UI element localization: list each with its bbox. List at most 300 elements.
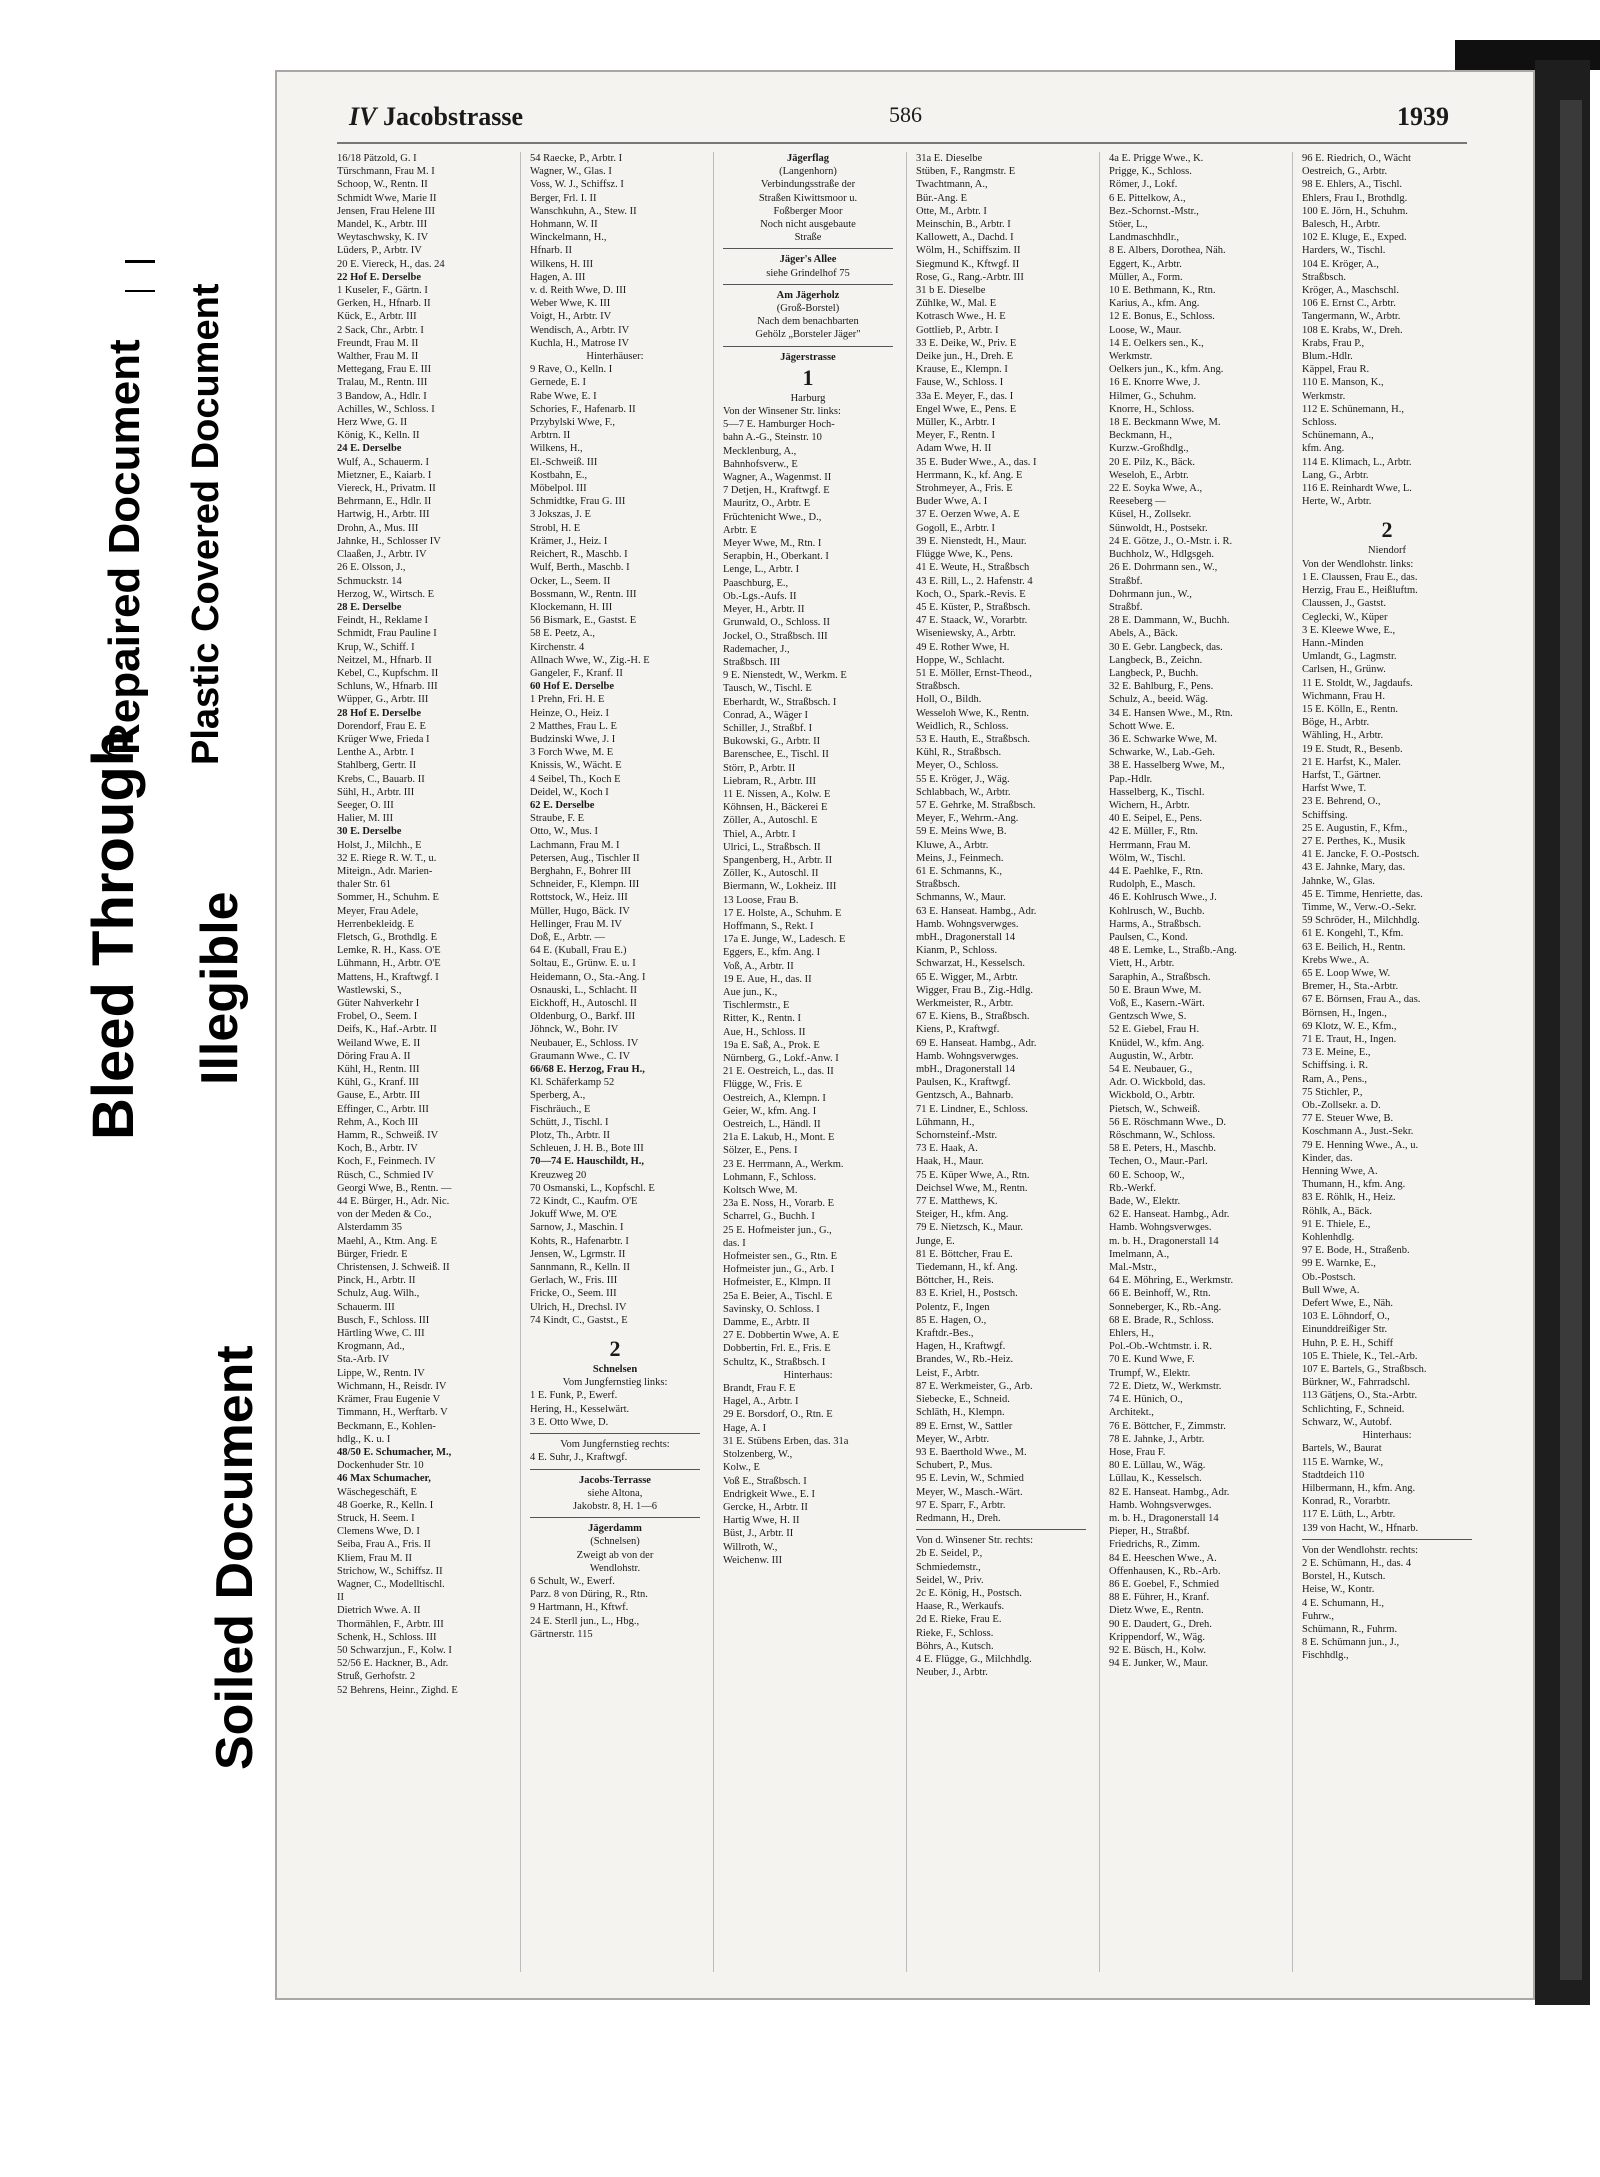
directory-entry: Flügge Wwe, K., Pens.: [916, 549, 1013, 561]
directory-entry: Bade, W., Elektr.: [1109, 1196, 1181, 1208]
spacer: [1302, 508, 1472, 516]
directory-entry: Ob.-Zollsekr. a. D.: [1302, 1100, 1381, 1112]
directory-entry: Meyer, W., Masch.-Wärt.: [916, 1486, 1023, 1498]
street-name: Jacobstrasse: [382, 102, 524, 131]
directory-entry: 89 E. Ernst, W., Sattler: [916, 1420, 1013, 1432]
directory-entry: 20 E. Pilz, K., Bäck.: [1109, 456, 1196, 468]
directory-entry: Thumann, H., kfm. Ang.: [1302, 1179, 1406, 1191]
directory-entry: 8 E. Schümann jun., J.,: [1302, 1637, 1400, 1649]
directory-entry: Claaßen, J., Arbtr. IV: [337, 549, 427, 561]
directory-entry: Straßbsch.: [916, 879, 961, 891]
directory-entry: Balesch, H., Arbtr.: [1302, 219, 1381, 231]
directory-entry: Bull Wwe, A.: [1302, 1284, 1360, 1296]
directory-entry: 48 E. Lemke, L., Straßb.-Ang.: [1109, 945, 1237, 957]
directory-entry: Henning Wwe, A.: [1302, 1166, 1378, 1178]
directory-entry: Saraphin, A., Straßbsch.: [1109, 971, 1211, 983]
directory-entry: 45 E. Timme, Henriette, das.: [1302, 888, 1423, 900]
directory-entry: 26 E. Olsson, J.,: [337, 562, 406, 574]
directory-entry: 94 E. Junker, W., Maur.: [1109, 1658, 1209, 1670]
directory-entry: El.-Schweiß. III: [530, 456, 598, 468]
directory-entry: Frobel, O., Seem. I: [337, 1011, 418, 1023]
directory-entry: Werkmstr.: [1109, 351, 1153, 363]
directory-entry: König, K., Kelln. II: [337, 430, 420, 442]
directory-entry: Kostbahn, E.,: [530, 469, 588, 481]
directory-entry: Fischhdlg.,: [1302, 1650, 1349, 1662]
directory-entry: 11 E. Stoldt, W., Jagdaufs.: [1302, 677, 1413, 689]
directory-entry: Kühl, H., Rentn. III: [337, 1064, 420, 1076]
directory-entry: 104 E. Kröger, A.,: [1302, 258, 1379, 270]
directory-entry: Mauritz, O., Arbtr. E: [723, 498, 811, 510]
directory-entry: Plotz, Th., Arbtr. II: [530, 1130, 611, 1142]
directory-entry: Oestreich, L., Händl. II: [723, 1119, 821, 1131]
directory-entry: 42 E. Müller, F., Rtn.: [1109, 826, 1198, 838]
directory-entry: 72 E. Dietz, W., Werkmstr.: [1109, 1380, 1222, 1392]
directory-entry: 2 Sack, Chr., Arbtr. I: [337, 324, 424, 336]
directory-entry: Krämer, J., Heiz. I: [530, 535, 608, 547]
directory-entry: Tralau, M., Rentn. III: [337, 377, 428, 389]
directory-entry: Junge, E.: [916, 1235, 955, 1247]
directory-entry: Börnsen, H., Ingen.,: [1302, 1007, 1387, 1019]
directory-entry: Umlandt, G., Lagmstr.: [1302, 651, 1397, 663]
directory-entry: hdlg., K. u. I: [337, 1433, 391, 1445]
directory-entry: Drohn, A., Mus. III: [337, 522, 419, 534]
directory-entry: Von der Wendlohstr. links:: [1302, 558, 1414, 570]
directory-entry: Alsterdamm 35: [337, 1222, 403, 1234]
directory-entry: Rademacher, J.,: [723, 643, 790, 655]
directory-entry: Schneider, F., Klempn. III: [530, 879, 640, 891]
directory-entry: Köhnsen, H., Bäckerei E: [723, 802, 828, 814]
directory-entry: 1 Kuseler, F., Gärtn. I: [337, 285, 428, 297]
directory-entry: Krippendorf, W., Wäg.: [1109, 1631, 1206, 1643]
directory-entry: Von der Winsener Str. links:: [723, 406, 841, 418]
directory-entry: Gentzsch Wwe, S.: [1109, 1011, 1187, 1023]
directory-entry: Sperberg, A.,: [530, 1090, 586, 1102]
directory-entry: 20 E. Viereck, H., das. 24: [337, 258, 445, 270]
directory-entry: Straßbsch.: [1302, 271, 1347, 283]
directory-entry: Bukowski, G., Arbtr. II: [723, 736, 821, 748]
directory-entry: Zühlke, W., Mal. E: [916, 298, 997, 310]
directory-entry: Karius, A., kfm. Ang.: [1109, 298, 1200, 310]
label-repaired-document: Repaired Document: [100, 339, 149, 755]
directory-entry: Friedrichs, R., Zimm.: [1109, 1539, 1200, 1551]
column-divider: [906, 152, 907, 1972]
directory-entry: Loose, W., Maur.: [1109, 324, 1182, 336]
directory-entry: 55 E. Kröger, J., Wäg.: [916, 773, 1010, 785]
directory-entry: 41 E. Jancke, F. O.-Postsch.: [1302, 849, 1420, 861]
directory-entry: Schenk, H., Schloss. III: [337, 1631, 437, 1643]
directory-entry: das. I: [723, 1237, 746, 1249]
directory-entry: Schoop, W., Rentn. II: [337, 179, 428, 191]
directory-entry: Heise, W., Kontr.: [1302, 1584, 1375, 1596]
directory-entry: Hfnarb. II: [530, 245, 572, 257]
directory-entry: Hamb. Wohngsverwges.: [916, 918, 1019, 930]
directory-entry: 96 E. Riedrich, O., Wächt: [1302, 153, 1411, 164]
directory-entry: Krabs, Frau P.,: [1302, 337, 1365, 349]
directory-entry: Müller, A., Form.: [1109, 271, 1183, 283]
directory-entry: Weseloh, E., Arbtr.: [1109, 469, 1189, 481]
directory-entry: 7 Detjen, H., Kraftwgf. E: [723, 485, 830, 497]
directory-entry: Oestreich, G., Arbtr.: [1302, 166, 1388, 178]
directory-entry: Hofmeister jun., G., Arb. I: [723, 1264, 835, 1276]
directory-entry: 81 E. Böttcher, Frau E.: [916, 1248, 1013, 1260]
directory-entry: Oelkers jun., K., kfm. Ang.: [1109, 364, 1224, 376]
directory-entry: (Groß-Borstel): [776, 303, 840, 315]
directory-entry: Dohrmann jun., W.,: [1109, 588, 1192, 600]
directory-entry: Herz Wwe, G. II: [337, 417, 408, 429]
directory-entry: Barenschee, E., Tischl. II: [723, 749, 829, 761]
street-heading: Schnelsen: [592, 1364, 638, 1376]
directory-entry: Endrigkeit Wwe., E. I: [723, 1488, 815, 1500]
directory-entry: Jakobstr. 8, H. 1—6: [573, 1500, 657, 1512]
directory-entry: Jöhnck, W., Bohr. IV: [530, 1024, 619, 1036]
directory-entry: Wigger, Frau B., Zig.-Hdlg.: [916, 984, 1033, 996]
directory-entry: 21a E. Lakub, H., Mont. E: [723, 1132, 835, 1144]
directory-entry: 5—7 E. Hamburger Hoch-: [723, 419, 835, 431]
directory-entry: 43 E. Jahnke, Mary, das.: [1302, 862, 1406, 874]
directory-entry: Techen, O., Maur.-Parl.: [1109, 1156, 1208, 1168]
directory-entry: Ram, A., Pens.,: [1302, 1073, 1368, 1085]
directory-entry: Pinck, H., Arbtr. II: [337, 1275, 416, 1287]
directory-entry: Voss, W. J., Schiffsz. I: [530, 179, 624, 191]
directory-entry: 33a E. Meyer, F., das. I: [916, 390, 1014, 402]
directory-entry: 44 E. Bürger, H., Adr. Nic.: [337, 1196, 450, 1208]
directory-entry: Freundt, Frau M. II: [337, 337, 419, 349]
directory-entry: Kiens, P., Kraftwgf.: [916, 1024, 1000, 1036]
section-divider: [723, 248, 893, 249]
directory-entry: 4 E. Suhr, J., Kraftwgf.: [530, 1452, 628, 1464]
directory-entry: 19a E. Saß, A., Prok. E: [723, 1039, 820, 1051]
directory-entry: v. d. Reith Wwe, D. III: [530, 285, 627, 297]
section-divider: [723, 284, 893, 285]
directory-entry: Gottlieb, P., Arbtr. I: [916, 324, 999, 336]
directory-entry: Hamb. Wohngsverwges.: [916, 1050, 1019, 1062]
directory-entry: Schümann, R., Fuhrm.: [1302, 1623, 1398, 1635]
directory-entry: 97 E. Sparr, F., Arbtr.: [916, 1499, 1006, 1511]
directory-entry: Haak, H., Maur.: [916, 1156, 984, 1168]
directory-entry: Jahnke, H., Schlosser IV: [337, 535, 441, 547]
directory-entry: Deike jun., H., Dreh. E: [916, 351, 1014, 363]
directory-entry: 97 E. Bode, H., Straßenb.: [1302, 1245, 1410, 1257]
directory-entry: Tiedemann, H., kf. Ang.: [916, 1262, 1018, 1274]
directory-entry: 69 Klotz, W. E., Kfm.,: [1302, 1020, 1397, 1032]
directory-entry: Thiel, A., Arbtr. I: [723, 828, 796, 840]
directory-entry: Oldenburg, O., Barkf. III: [530, 1011, 636, 1023]
directory-entry: 44 E. Paehlke, F., Rtn.: [1109, 865, 1203, 877]
label-illegible: Illegible: [191, 891, 249, 1085]
directory-entry: Achilles, W., Schloss. I: [337, 403, 435, 415]
directory-entry: 139 von Hacht, W., Hfnarb.: [1302, 1522, 1419, 1534]
directory-entry: 56 E. Röschmann Wwe., D.: [1109, 1116, 1227, 1128]
directory-entry: Krämer, Frau Eugenie V: [337, 1394, 441, 1406]
directory-entry: 19 E. Studt, R., Besenb.: [1302, 743, 1403, 755]
directory-entry: Knüdel, W., kfm. Ang.: [1109, 1037, 1205, 1049]
directory-entry: 10 E. Bethmann, K., Rtn.: [1109, 285, 1216, 297]
directory-entry: 32 E. Riege R. W. T., u.: [337, 852, 437, 864]
directory-entry: 66/68 E. Herzog, Frau H.,: [530, 1064, 645, 1076]
directory-entry: Härtling Wwe, C. III: [337, 1328, 425, 1340]
directory-entry: Bürger, Friedr. E: [337, 1248, 408, 1260]
directory-entry: Reeseberg —: [1109, 496, 1166, 508]
directory-entry: Paulsen, K., Kraftwgf.: [916, 1077, 1011, 1089]
directory-entry: Bür.-Ang. E: [916, 192, 968, 204]
directory-entry: Schwarzat, H., Kesselsch.: [916, 958, 1026, 970]
directory-entry: Straße: [794, 232, 822, 244]
directory-entry: Gehölz „Borsteler Jäger": [755, 329, 861, 341]
directory-entry: 70 E. Kund Wwe, F.: [1109, 1354, 1195, 1366]
directory-entry: Gogoll, E., Arbtr. I: [916, 522, 996, 534]
section-divider: [723, 346, 893, 347]
directory-entry: Meyer, F., Rentn. I: [916, 430, 995, 442]
directory-entry: Schubert, P., Mus.: [916, 1460, 993, 1472]
directory-entry: 35 E. Buder Wwe., A., das. I: [916, 456, 1037, 468]
directory-column-2: [530, 152, 700, 1972]
directory-entry: Straßbf.: [1109, 601, 1143, 613]
directory-entry: 110 E. Manson, K.,: [1302, 377, 1384, 389]
directory-entry: Hinterhaus:: [783, 1369, 833, 1381]
directory-entry: Kolw., E: [723, 1462, 760, 1474]
directory-entry: Tausch, W., Tischl. E: [723, 683, 812, 695]
directory-entry: Jahnke, W., Glas.: [1302, 875, 1375, 887]
directory-entry: 108 E. Krabs, W., Dreh.: [1302, 324, 1403, 336]
directory-entry: Arbtrn. II: [530, 430, 571, 442]
directory-entry: 19 E. Aue, H., das. II: [723, 973, 812, 985]
label-plastic-covered-document: Plastic Covered Document: [185, 283, 227, 765]
directory-entry: 46 E. Kohlrusch Wwe., J.: [1109, 892, 1217, 904]
directory-entry: Schluns, W., Hfnarb. III: [337, 681, 438, 693]
directory-entry: Schulz, Aug. Wilh.,: [337, 1288, 420, 1300]
directory-entry: 52/56 E. Hackner, B., Adr.: [337, 1658, 449, 1670]
directory-entry: 59 Schröder, H., Milchhdlg.: [1302, 915, 1420, 927]
directory-column-6: [1302, 152, 1472, 1972]
directory-entry: Aue jun., K.,: [723, 986, 778, 998]
directory-entry: 1 E. Funk, P., Ewerf.: [530, 1390, 618, 1402]
directory-entry: 14 E. Oelkers sen., K.,: [1109, 337, 1204, 349]
directory-entry: 73 E. Meine, E.,: [1302, 1047, 1371, 1059]
directory-entry: Wölm, H., Schiffszim. II: [916, 245, 1021, 257]
directory-entry: Harfst Wwe, T.: [1302, 783, 1367, 795]
directory-entry: Wickbold, O., Arbtr.: [1109, 1090, 1195, 1102]
directory-entry: Paulsen, C., Kond.: [1109, 931, 1188, 943]
directory-entry: Oestreich, A., Klempn. I: [723, 1092, 826, 1104]
directory-entry: 16/18 Pätzold, G. I: [337, 153, 417, 164]
directory-entry: Neuber, J., Arbtr.: [916, 1667, 988, 1679]
directory-entry: 31a E. Dieselbe: [916, 153, 983, 164]
directory-entry: Przybylski Wwe, F.,: [530, 417, 616, 429]
directory-entry: Nach dem benachbarten: [757, 316, 859, 328]
directory-entry: 22 E. Soyka Wwe, A.,: [1109, 483, 1203, 495]
directory-entry: Schmidt Wwe, Marie II: [337, 192, 437, 204]
directory-entry: Pol.-Ob.-Wchtmstr. i. R.: [1109, 1341, 1212, 1353]
directory-entry: Niendorf: [1368, 545, 1406, 557]
directory-entry: 52 E. Giebel, Frau H.: [1109, 1024, 1200, 1036]
column-divider: [1292, 152, 1293, 1972]
directory-entry: Lohmann, F., Schloss.: [723, 1171, 817, 1183]
directory-entry: Müller, Hugo, Bäck. IV: [530, 905, 630, 917]
directory-entry: Sarnow, J., Maschin. I: [530, 1222, 624, 1234]
directory-entry: Kinder, das.: [1302, 1152, 1353, 1164]
directory-entry: Wagner, W., Glas. I: [530, 166, 612, 178]
directory-entry: Brandes, W., Rb.-Heiz.: [916, 1354, 1014, 1366]
directory-entry: Kallowett, A., Dachd. I: [916, 232, 1014, 244]
directory-entry: Halier, M. III: [337, 813, 394, 825]
directory-entry: 66 E. Beinhoff, W., Rtn.: [1109, 1288, 1211, 1300]
directory-entry: Hohmann, W. II: [530, 219, 598, 231]
directory-entry: Busch, F., Schloss. III: [337, 1314, 430, 1326]
directory-entry: 105 E. Thiele, K., Tel.-Arb.: [1302, 1350, 1418, 1362]
directory-entry: 72 Kindt, C., Kaufm. O'E: [530, 1196, 638, 1208]
directory-entry: Hofmeister, E., Klmpn. II: [723, 1277, 831, 1289]
directory-entry: Schiffsing.: [1302, 809, 1348, 821]
directory-entry: 12 E. Bonus, E., Schloss.: [1109, 311, 1215, 323]
directory-entry: Dockenhuder Str. 10: [337, 1460, 424, 1472]
directory-entry: 29 E. Borsdorf, O., Rtn. E: [723, 1409, 833, 1421]
directory-entry: Kohts, R., Hafenarbtr. I: [530, 1235, 629, 1247]
directory-entry: Heinze, O., Heiz. I: [530, 707, 610, 719]
directory-entry: Krüger Wwe, Frieda I: [337, 733, 430, 745]
directory-entry: Möbelpol. III: [530, 483, 587, 495]
directory-entry: 64 E. Möhring, E., Werkmstr.: [1109, 1275, 1234, 1287]
directory-entry: 16 E. Knorre Wwe, J.: [1109, 377, 1201, 389]
directory-entry: Bahnhofsverw., E: [723, 458, 798, 470]
directory-entry: 48/50 E. Schumacher, M.,: [337, 1446, 452, 1458]
directory-entry: Pap.-Hdlr.: [1109, 773, 1153, 785]
directory-entry: 21 E. Harfst, K., Maler.: [1302, 756, 1401, 768]
directory-entry: Grunwald, O., Schloss. II: [723, 617, 831, 629]
directory-entry: Klockemann, H. III: [530, 601, 613, 613]
street-heading: Jägerflag: [787, 153, 829, 164]
directory-entry: 60 Hof E. Derselbe: [530, 681, 614, 693]
section-number-heading: 2: [1381, 517, 1393, 543]
directory-entry: 21 E. Oestreich, L., das. II: [723, 1066, 834, 1078]
directory-entry: 74 Kindt, C., Gastst., E: [530, 1314, 628, 1326]
directory-entry: Voß, E., Kasern.-Wärt.: [1109, 998, 1205, 1009]
directory-entry: 52 Behrens, Heinr., Zighd. E: [337, 1684, 458, 1696]
directory-entry: Kl. Schäferkamp 52: [530, 1077, 615, 1089]
directory-entry: 39 E. Nienstedt, H., Maur.: [916, 535, 1027, 547]
directory-entry: Meyer, H., Arbtr. II: [723, 604, 805, 616]
directory-entry: Bossmann, W., Rentn. III: [530, 588, 637, 600]
directory-entry: Walther, Frau M. II: [337, 351, 419, 363]
directory-entry: Röhlk, A., Bäck.: [1302, 1205, 1372, 1217]
directory-entry: 82 E. Hanseat. Hambg., Adr.: [1109, 1486, 1230, 1498]
page-header-left: [349, 102, 523, 132]
directory-entry: 90 E. Daudert, G., Dreh.: [1109, 1618, 1212, 1630]
directory-entry: Nürnberg, G., Lokf.-Anw. I: [723, 1053, 839, 1064]
directory-entry: Winckelmann, H.,: [530, 232, 607, 244]
directory-entry: siehe Altona,: [587, 1487, 643, 1499]
directory-entry: Wesseloh Wwe, K., Rentn.: [916, 707, 1029, 719]
directory-entry: Schornsteinf.-Mstr.: [916, 1130, 998, 1142]
directory-entry: Flügge, W., Fris. E: [723, 1079, 803, 1091]
directory-entry: 58 E. Peters, H., Maschb.: [1109, 1143, 1217, 1155]
directory-entry: Meinschin, B., Arbtr. I: [916, 219, 1011, 231]
directory-entry: 61 E. Schmanns, K.,: [916, 865, 1003, 877]
directory-entry: Lüders, P., Arbtr. IV: [337, 245, 422, 257]
directory-entry: Voß E., Straßbsch. I: [723, 1475, 807, 1487]
directory-entry: 54 E. Neubauer, G.,: [1109, 1064, 1193, 1076]
directory-entry: Schlichting, F., Schneid.: [1302, 1403, 1405, 1415]
directory-entry: Hellinger, Frau M. IV: [530, 918, 623, 930]
directory-entry: Lang, G., Arbtr.: [1302, 469, 1369, 481]
directory-entry: Rieke, F., Schloss.: [916, 1627, 994, 1639]
directory-entry: Zöller, K., Autoschl. II: [723, 868, 819, 880]
directory-entry: 3 Bandow, A., Hdlr. I: [337, 390, 427, 402]
directory-entry: 48 Goerke, R., Kelln. I: [337, 1499, 434, 1511]
directory-entry: Mal.-Mstr.,: [1109, 1262, 1157, 1274]
directory-entry: Willroth, W.,: [723, 1541, 778, 1553]
directory-entry: mbH., Dragonerstall 14: [916, 931, 1016, 943]
directory-entry: Hasselberg, K., Tischl.: [1109, 786, 1205, 798]
directory-entry: Deifs, K., Haf.-Arbtr. II: [337, 1024, 437, 1036]
directory-entry: 79 E. Henning Wwe., A., u.: [1302, 1139, 1419, 1151]
directory-entry: Polentz, F., Ingen: [916, 1301, 990, 1313]
directory-entry: Störr, P., Arbtr. II: [723, 762, 796, 774]
directory-entry: 1 Prehn, Fri. H. E: [530, 694, 605, 706]
directory-entry: Osnauski, L., Schlacht. II: [530, 984, 638, 996]
section-number-heading: 1: [802, 364, 814, 390]
directory-entry: Kraftdr.-Bes.,: [916, 1328, 974, 1340]
directory-entry: Holl, O., Bildh.: [916, 694, 982, 706]
directory-entry: Kirchenstr. 4: [530, 641, 585, 653]
directory-entry: Timme, W., Verw.-O.-Sekr.: [1302, 901, 1417, 913]
directory-entry: Deidel, W., Koch I: [530, 786, 609, 798]
directory-entry: Seidel, W., Priv.: [916, 1574, 984, 1586]
directory-entry: Fuhrw.,: [1302, 1610, 1334, 1622]
label-soiled-document: Soiled Document: [206, 1345, 264, 1770]
directory-entry: 25a E. Beier, A., Tischl. E: [723, 1290, 833, 1302]
directory-entry: Hamb. Wohngsverwges.: [1109, 1499, 1212, 1511]
directory-entry: Gentzsch, A., Bahnarb.: [916, 1090, 1014, 1102]
directory-entry: 99 E. Warnke, E.,: [1302, 1258, 1376, 1270]
directory-entry: Imelmann, A.,: [1109, 1248, 1170, 1260]
directory-entry: Von d. Winsener Str. rechts:: [916, 1535, 1034, 1547]
directory-entry: Jensen, Frau Helene III: [337, 205, 435, 217]
scan-border: [1560, 100, 1582, 1980]
directory-entry: 22 Hof E. Derselbe: [337, 271, 421, 283]
scan-mark: [125, 290, 155, 292]
directory-entry: 62 E. Hanseat. Hambg., Adr.: [1109, 1209, 1230, 1221]
directory-entry: Werkmeister, R., Arbtr.: [916, 998, 1014, 1009]
directory-entry: Kreuzweg 20: [530, 1169, 587, 1181]
condition-labels: [0, 0, 280, 2177]
directory-entry: 17a E. Junge, W., Ladesch. E: [723, 934, 846, 946]
directory-entry: (Schnelsen): [590, 1536, 640, 1548]
directory-entry: Herte, W., Arbtr.: [1302, 496, 1372, 508]
directory-entry: Struß, Gerhofstr. 2: [337, 1671, 416, 1683]
directory-entry: Tischlermstr., E: [723, 1000, 790, 1012]
directory-entry: Heidemann, O., Sta.-Ang. I: [530, 971, 646, 983]
directory-entry: 80 E. Lüllau, W., Wäg.: [1109, 1460, 1206, 1472]
directory-entry: Krause, E., Klempn. I: [916, 364, 1008, 376]
directory-entry: Stüben, F., Rangmstr. E: [916, 166, 1016, 178]
directory-entry: Wiseniewsky, A., Arbtr.: [916, 628, 1016, 640]
directory-entry: Adam Wwe, H. II: [916, 443, 992, 455]
directory-entry: Weichenw. III: [723, 1554, 783, 1566]
directory-entry: Otte, M., Arbtr. I: [916, 205, 987, 217]
directory-entry: 9 Hartmann, H., Kftwf.: [530, 1602, 629, 1614]
directory-entry: 102 E. Kluge, E., Exped.: [1302, 232, 1407, 244]
directory-entry: 24 E. Derselbe: [337, 443, 402, 455]
directory-entry: Hering, H., Kesselwärt.: [530, 1403, 630, 1415]
directory-entry: Wilkens, H.,: [530, 443, 583, 455]
directory-entry: Sühl, H., Arbtr. III: [337, 786, 415, 798]
directory-entry: Schwarz, W., Autobf.: [1302, 1416, 1392, 1428]
directory-entry: Clemens Wwe, D. I: [337, 1526, 420, 1538]
directory-entry: 50 E. Braun Wwe, M.: [1109, 984, 1202, 996]
directory-entry: Kianm, P., Schloss.: [916, 945, 998, 957]
directory-entry: 86 E. Goebel, F., Schmied: [1109, 1578, 1219, 1590]
directory-entry: II: [337, 1592, 344, 1604]
